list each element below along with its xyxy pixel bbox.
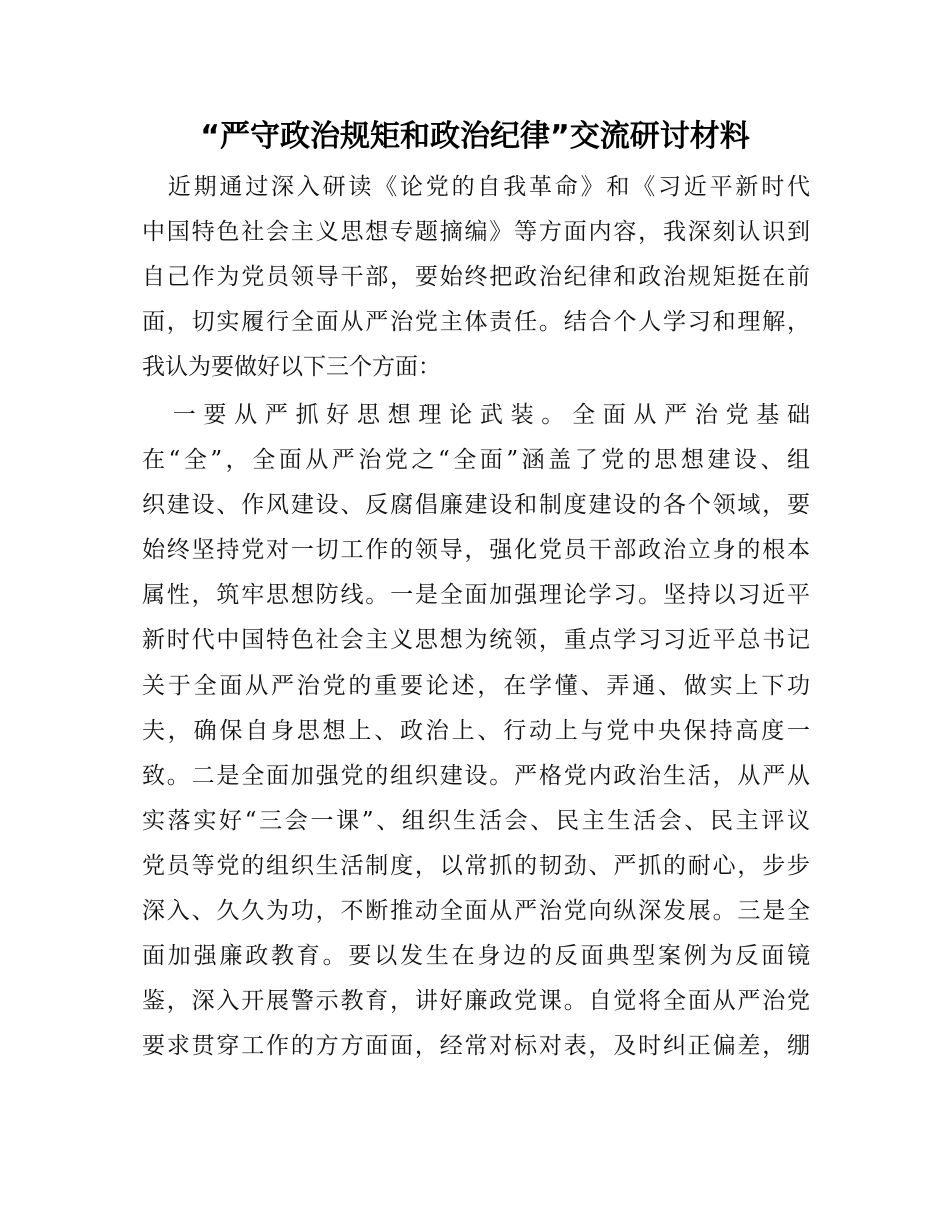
- text-line: 自己作为党员领导干部，要始终把政治纪律和政治规矩挺在前: [142, 264, 810, 291]
- text-line: 面加强廉政教育。要以发生在身边的反面典型案例为反面镜: [142, 943, 810, 970]
- text-line: 始终坚持党对一切工作的领导，强化党员干部政治立身的根本: [142, 537, 810, 564]
- text-line: 我认为要做好以下三个方面：: [142, 354, 441, 381]
- text-line: 深入、久久为功，不断推动全面从严治党向纵深发展。三是全: [142, 898, 810, 925]
- text-line: 中国特色社会主义思想专题摘编》等方面内容，我深刻认识到: [142, 219, 810, 246]
- text-line: 织建设、作风建设、反腐倡廉建设和制度建设的各个领域，要: [142, 492, 810, 519]
- text-line: 致。二是全面加强党的组织建设。严格党内政治生活，从严从: [142, 762, 810, 789]
- text-line: 在“全”，全面从严治党之“全面”涵盖了党的思想建设、组: [142, 447, 810, 474]
- text-line: 夫，确保自身思想上、政治上、行动上与党中央保持高度一: [142, 717, 810, 744]
- text-line: 近期通过深入研读《论党的自我革命》和《习近平新时代: [142, 174, 810, 200]
- text-line: 关于全面从严治党的重要论述，在学懂、弄通、做实上下功: [142, 672, 810, 699]
- text-line: 党员等党的组织生活制度，以常抓的韧劲、严抓的耐心，步步: [142, 852, 810, 879]
- paragraph-point-one: [142, 393, 810, 1069]
- text-line: 新时代中国特色社会主义思想为统领，重点学习习近平总书记: [142, 627, 810, 654]
- text-line: 实落实好“三会一课”、组织生活会、民主生活会、民主评议: [142, 807, 810, 834]
- document-title: “严守政治规矩和政治纪律”交流研讨材料: [200, 119, 750, 154]
- text-line: 鉴，深入开展警示教育，讲好廉政党课。自觉将全面从严治党: [142, 988, 810, 1015]
- paragraph-intro: [142, 165, 810, 390]
- text-line: 要求贯穿工作的方方面面，经常对标对表，及时纠正偏差，绷: [142, 1033, 810, 1060]
- text-line: 一要从严抓好思想理论武装。全面从严治党基础: [142, 402, 810, 428]
- text-line: 面，切实履行全面从严治党主体责任。结合个人学习和理解，: [142, 309, 810, 336]
- text-line: 属性，筑牢思想防线。一是全面加强理论学习。坚持以习近平: [142, 582, 810, 609]
